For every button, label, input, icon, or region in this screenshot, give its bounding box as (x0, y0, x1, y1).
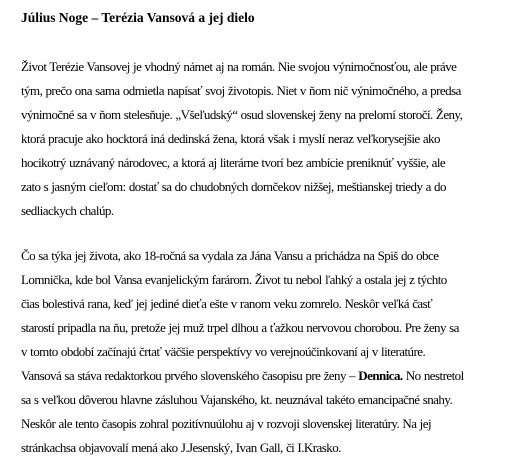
magazine-name-dennica: Dennica. (358, 368, 403, 383)
text-segment: Vansová sa stáva redaktorkou prvého slovenského časopisu pre ženy – (21, 368, 359, 383)
text-line: sedliackych chalúp. (21, 203, 114, 218)
text-line: starostí pripadla na ňu, pretože jej muž trpel dlhou a ťažkou nervovou chorobou. Pre ženy sa (21, 320, 459, 335)
text-line: hocikotrý uznávaný národovec, a ktorá aj literárne tvorí bez ambície preniknúť vyššie, ale (21, 155, 446, 170)
text-line: tým, prečo ona sama odmietla napísať svoj životopis. Niet v ňom nič výnimočného, a predsa (21, 83, 461, 98)
document-title: Július Noge – Terézia Vansová a jej dielo (21, 10, 255, 25)
paragraph-life-overview (21, 55, 509, 223)
text-line: Život Terézie Vansovej je vhodný námet aj na román. Nie svojou výnimočnosťou, ale práve (21, 59, 457, 74)
text-line: čias bolestivá rana, keď jej jediné dieťa ešte v ranom veku zomrelo. Neskôr veľká časť (21, 296, 433, 311)
text-line: Čo sa týka jej života, ako 18-ročná sa vydala za Jána Vansu a prichádza na Spiš do obce (21, 248, 439, 263)
text-line: ktorá pracuje ako hocktorá iná dedinská žena, ktorá však i myslí neraz veľkorysejšie ako (21, 131, 440, 146)
text-line: stránkachsa objavovalí mená ako J.Jesenský, Ivan Gall, či I.Krasko. (21, 440, 341, 455)
text-line: sa s veľkou dôverou hlavne zásluhou Vajanského, kt. neuznával takéto emancipačné snahy. (21, 392, 453, 407)
text-segment: No nestretol (402, 368, 464, 383)
text-line-dennica (21, 364, 509, 388)
text-line: Lomnička, kde bol Vansa evanjelickým farárom. Život tu nebol ľahký a ostala jej z týchto (21, 272, 447, 287)
text-line: zato s jasným cieľom: dostať sa do chudobných domčekov nižšej, meštianskej triedy a do (21, 179, 446, 194)
text-line: Neskôr ale tento časopis zohral pozitívnuúlohu aj v rozvoji slovenskej literatúry. Na jej (21, 416, 432, 431)
document-page (21, 9, 509, 460)
text-line: v tomto období začínajú črtať väčšie perspektívy vo verejnoúčinkovaní aj v literatúre. (21, 344, 426, 359)
text-line: výnimočné sa v ňom stelesňuje. „Všeľudský“ osud slovenskej ženy na prelomí storočí. Ženy, (21, 107, 463, 122)
paragraph-biography (21, 244, 509, 460)
